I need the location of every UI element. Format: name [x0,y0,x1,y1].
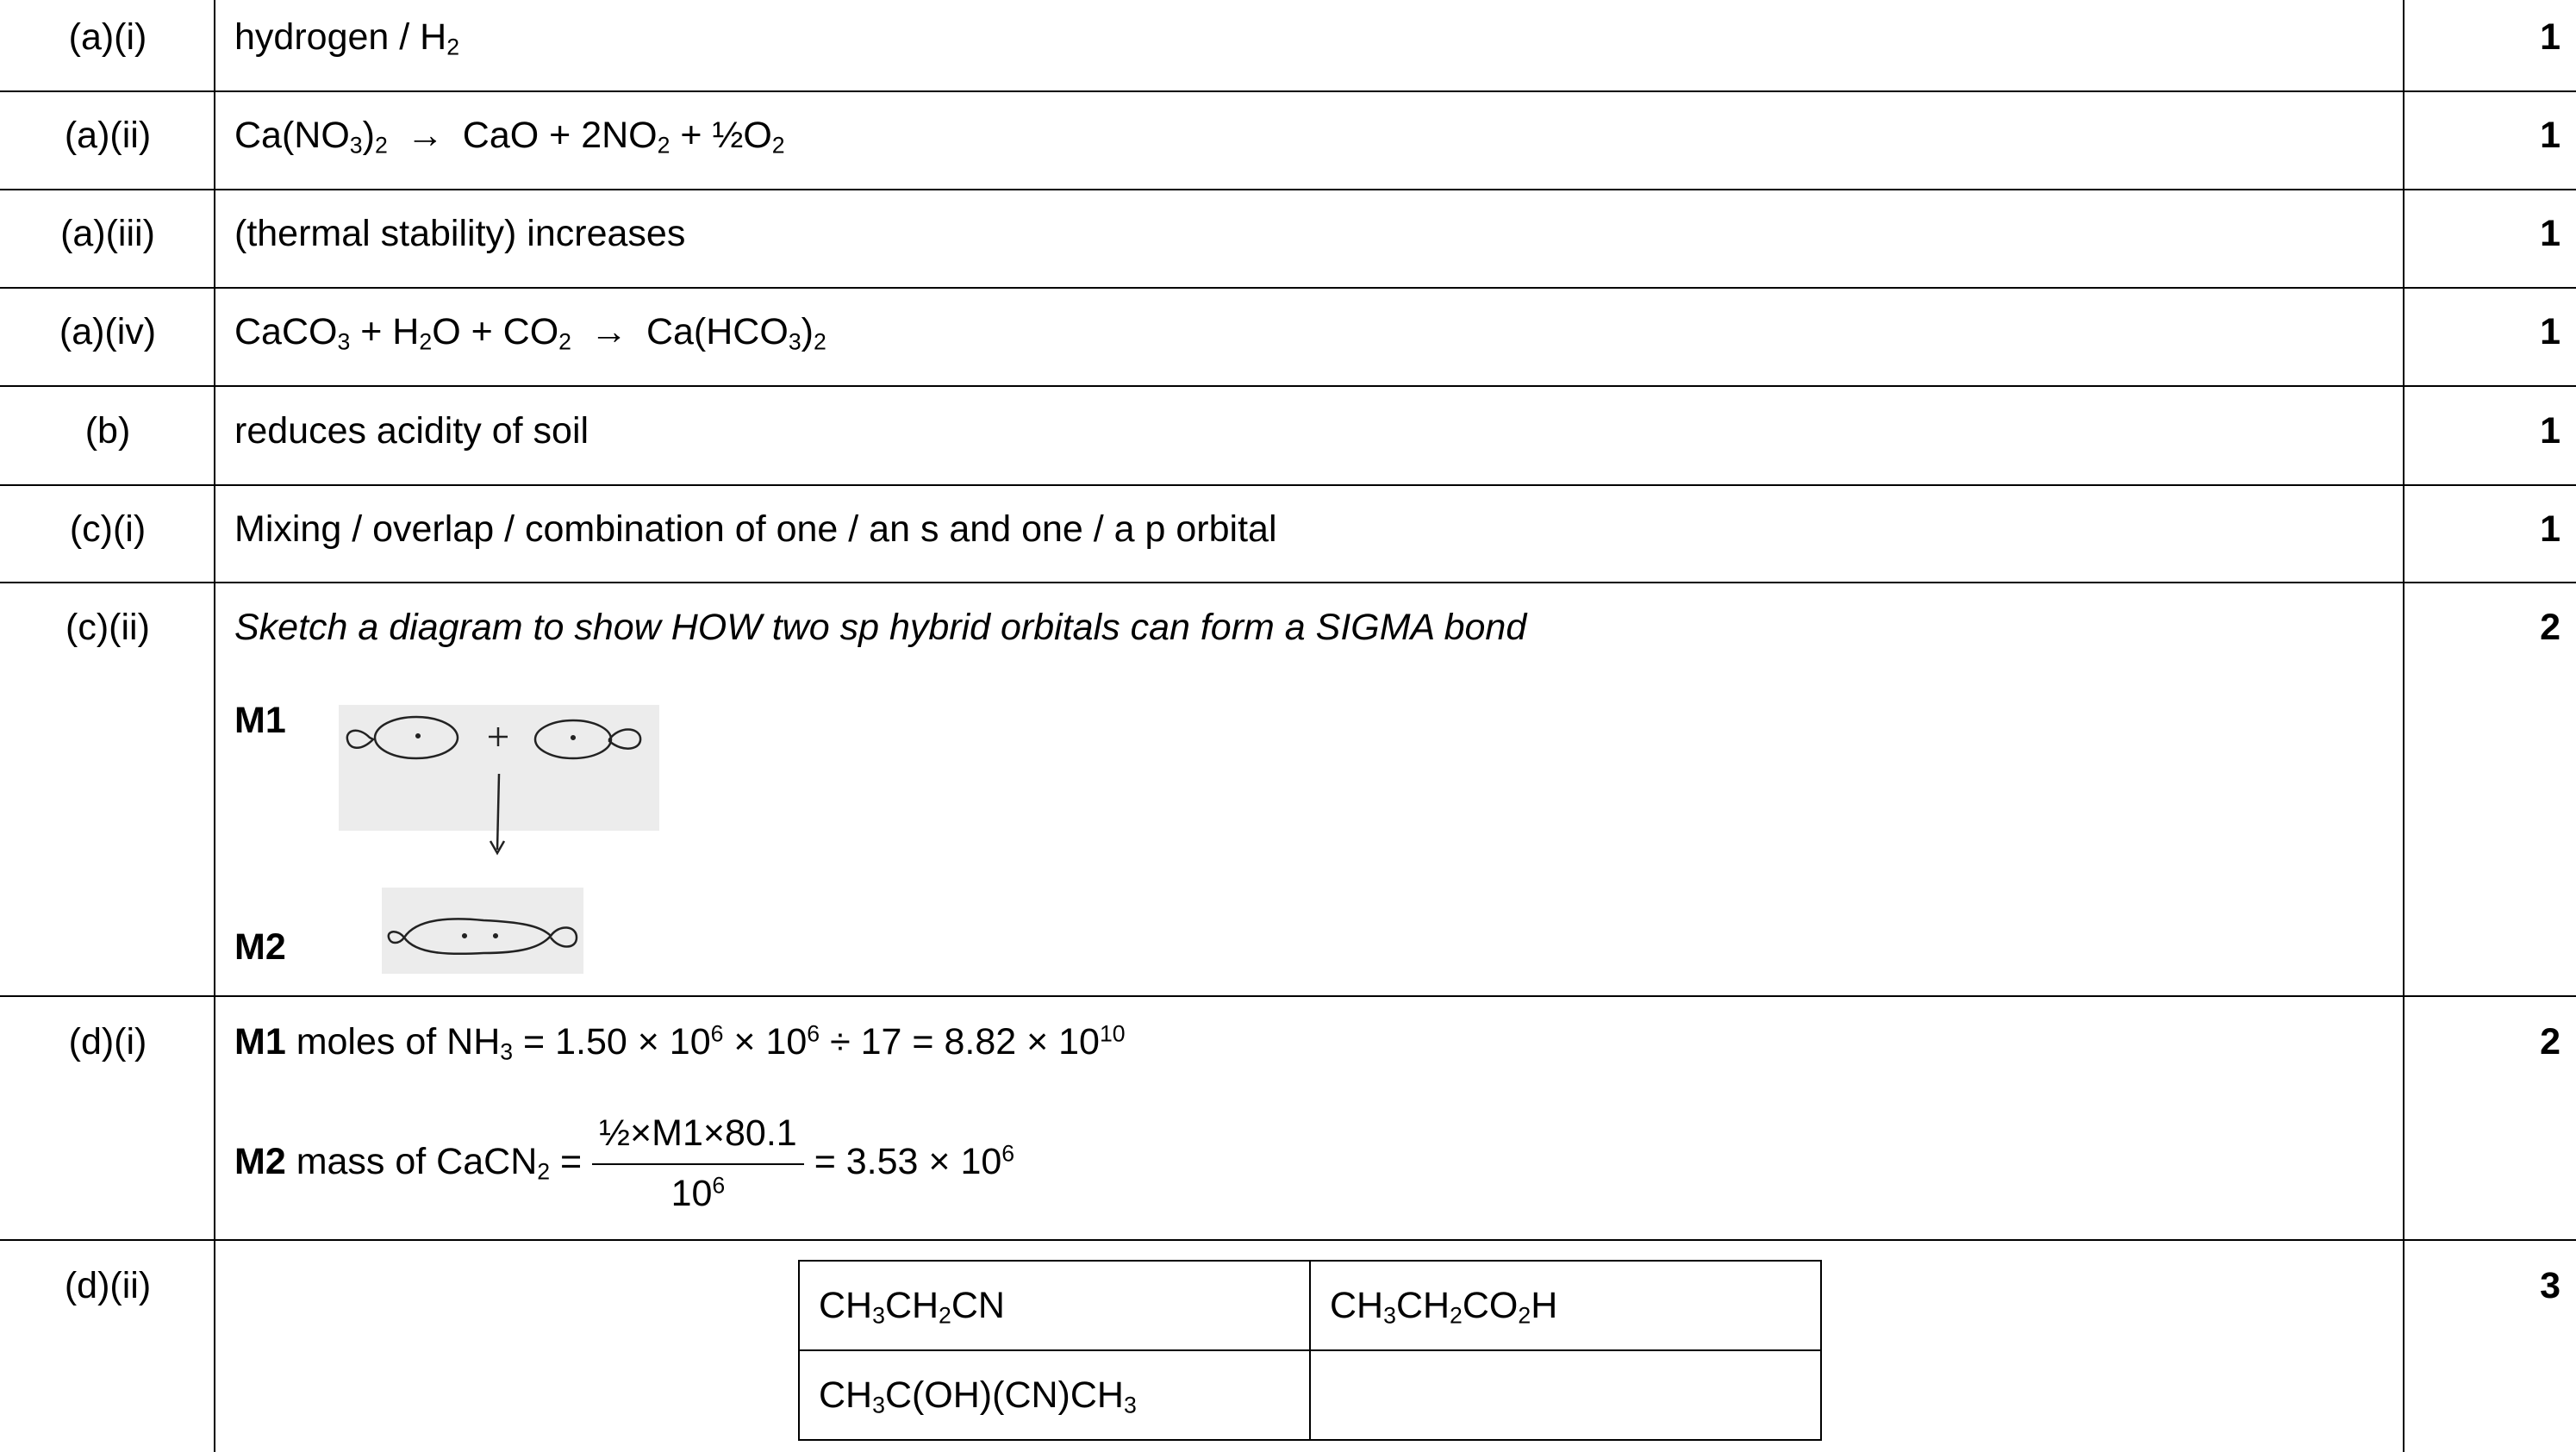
m2-label: M2 [234,926,286,968]
equation-answer [234,311,826,355]
subscript: 2 [939,1302,951,1329]
part-label: (c)(i) [69,508,147,550]
equation-segment: Ca(HCO [646,311,789,352]
equation-segment: + ½O [670,115,772,156]
equation-answer [234,115,785,159]
formula-segment: C(OH)(CN)CH [884,1374,1124,1416]
part-label: (a)(iv) [59,311,157,352]
denominator-base: 10 [671,1172,713,1214]
formula-segment: CH [819,1374,873,1416]
formula-segment: CH [1330,1284,1384,1326]
overlapping-lobes [404,919,551,954]
subscript: 3 [872,1302,885,1329]
m1-label: M1 [234,1021,286,1063]
fraction-numerator [592,1112,804,1165]
subscript: 2 [813,328,826,355]
subscript: 2 [446,34,460,60]
fraction [592,1112,804,1216]
subscript: 3 [337,328,351,355]
calc-segment: × 10 [723,1021,808,1063]
subscript: 2 [657,132,671,159]
subscript: 3 [1383,1302,1396,1329]
equation-segment: ) [801,311,814,352]
formula-segment: CH [1395,1284,1450,1326]
calculation-m2 [234,1112,1014,1216]
equation-segment: + H [350,311,420,352]
row-divider [0,189,2576,190]
formula-segment: H [1531,1284,1558,1326]
mark-value: 1 [2540,410,2560,452]
small-lobe [347,731,373,748]
row-divider [0,385,2576,387]
m1-label: M1 [234,700,286,741]
formula-segment: CO [1462,1284,1519,1326]
reaction-arrow: → [406,115,444,156]
reaction-arrow: → [589,311,627,352]
compounds-table [798,1260,1822,1441]
table-cell [799,1261,1310,1350]
table-row [799,1261,1821,1350]
subscript: 2 [771,132,785,159]
calculation-m1 [234,1020,1126,1065]
mark-value: 1 [2540,115,2560,156]
equation-segment: CaCO [234,311,338,352]
subscript: 3 [788,328,801,355]
plus-icon [489,727,508,746]
row-divider [0,287,2576,289]
half-symbol: ½ [599,1112,631,1154]
small-lobe [551,927,577,946]
answer-text: reduces acidity of soil [234,410,589,452]
table-cell [1310,1261,1821,1350]
superscript: 6 [807,1020,820,1047]
part-label: (c)(ii) [65,607,150,648]
part-label: (d)(i) [68,1021,147,1063]
formula-segment: CN [951,1284,1005,1326]
subscript: 2 [1450,1302,1463,1329]
subscript: 2 [558,328,571,355]
sp-orbitals-sketch [339,705,659,831]
mark-value: 1 [2540,16,2560,58]
sigma-bond-diagram [382,888,583,974]
formula-segment: CH [884,1284,939,1326]
mark-value: 3 [2540,1265,2560,1306]
mark-value: 1 [2540,311,2560,352]
equation-segment: ) [362,115,375,156]
answer-text [234,16,460,60]
calc-segment: moles of NH [296,1021,501,1063]
marking-point-label [234,926,286,968]
marking-point-label [234,702,286,739]
row-divider [0,995,2576,997]
answer-text: (thermal stability) increases [234,213,686,254]
row-divider [0,484,2576,486]
formula-segment: CH [819,1284,873,1326]
equation-segment: Ca(NO [234,115,350,156]
subscript: 3 [349,132,363,159]
down-arrow-icon [497,774,499,850]
small-lobe [389,932,404,943]
numerator-rest: ×M1×80.1 [630,1112,797,1154]
mark-value: 2 [2540,607,2560,648]
table-cell [799,1350,1310,1440]
part-label: (a)(i) [68,16,147,58]
subscript: 3 [500,1038,514,1065]
orbital-diagram [339,705,659,877]
fraction-denominator [592,1165,804,1217]
m2-label: M2 [234,1140,286,1182]
subscript: 2 [374,132,388,159]
row-divider [0,582,2576,583]
mark-value: 2 [2540,1021,2560,1063]
question-prompt: Sketch a diagram to show HOW two sp hybrid orbitals can form a SIGMA bond [234,607,1527,648]
row-divider [0,90,2576,92]
calc-segment: = 1.50 × 10 [513,1021,711,1063]
calc-segment: = [550,1140,583,1182]
nucleus-dot [416,734,420,738]
equation-segment: O + CO [432,311,559,352]
calc-result: = 3.53 × 10 [814,1140,1002,1182]
calc-segment: mass of CaCN [296,1140,538,1182]
subscript: 3 [872,1392,885,1418]
sigma-bond-sketch [382,888,583,974]
row-divider [0,1239,2576,1241]
nucleus-dot [463,934,466,938]
part-label: (b) [84,410,131,452]
superscript: 6 [710,1020,724,1047]
subscript: 3 [1123,1392,1137,1418]
subscript: 2 [537,1158,551,1185]
superscript: 10 [1099,1020,1126,1047]
table-cell-empty [1310,1350,1821,1440]
calc-segment: ÷ 17 = 8.82 × 10 [820,1021,1100,1063]
mark-value: 1 [2540,508,2560,550]
part-label: (d)(ii) [64,1265,152,1306]
part-label: (a)(iii) [60,213,155,254]
nucleus-dot [494,934,497,938]
subscript: 2 [419,328,433,355]
subscript: 2 [1518,1302,1531,1329]
mark-value: 1 [2540,213,2560,254]
column-divider-right [2403,0,2404,1452]
answer-text: Mixing / overlap / combination of one / an s and one / a p orbital [234,508,1277,550]
superscript: 6 [1001,1140,1015,1167]
answer-segment: hydrogen / H [234,16,447,58]
nucleus-dot [571,736,575,739]
table-row [799,1350,1821,1440]
superscript: 6 [712,1171,726,1198]
small-lobe [609,730,640,749]
equation-segment: CaO + 2NO [462,115,658,156]
part-label: (a)(ii) [64,115,152,156]
